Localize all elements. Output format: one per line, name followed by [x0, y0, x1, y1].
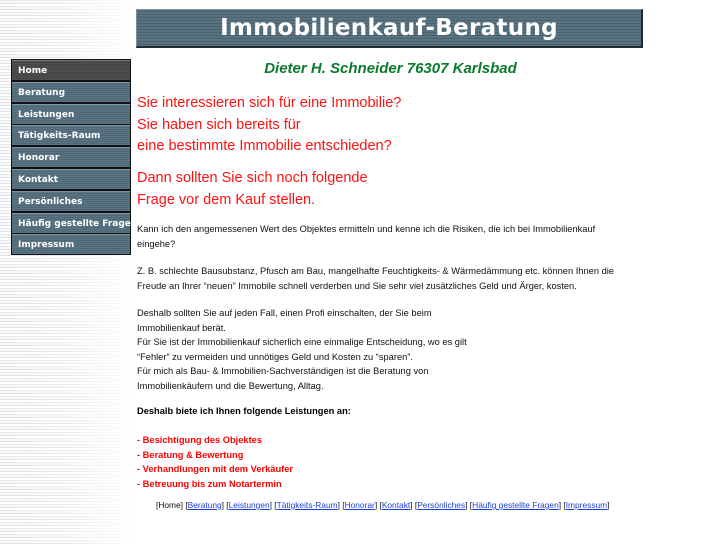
header-banner: [136, 9, 643, 48]
offer-item: - Besichtigung des Objektes: [137, 435, 263, 445]
paragraph-expert: [137, 306, 657, 393]
text-line: Freude an Ihrer “neuen” Immobile schnell verderben und Sie sehr viel zusätzliches Geld und Ärger, kosten.: [137, 280, 577, 291]
page-title: Immobilienkauf-Beratung: [220, 15, 558, 41]
intro-question: [137, 93, 401, 158]
offer-item: - Verhandlungen mit dem Verkäufer: [137, 464, 294, 474]
subtitle: Dieter H. Schneider 76307 Karlsbad: [264, 60, 517, 77]
sidebar-item-impressum[interactable]: Impressum: [12, 234, 130, 254]
intro-call: [137, 168, 368, 211]
text-line: Immobilienkauf berät.: [137, 322, 226, 333]
offer-item: - Beratung & Bewertung: [137, 449, 244, 460]
text-line: Für mich als Bau- & Immobilien-Sachverständigen ist die Beratung von: [137, 366, 429, 376]
intro-line: Sie haben sich bereits für: [137, 116, 301, 133]
text-line: Deshalb sollten Sie auf jeden Fall, einen Profi einschalten, der Sie beim: [137, 308, 432, 318]
sidebar-item-leistungen[interactable]: Leistungen: [12, 104, 130, 124]
offer-item: - Betreuung bis zum Notartermin: [137, 478, 282, 489]
footer-link-taetigkeits-raum[interactable]: Tätigkeits-Raum: [276, 500, 338, 510]
text-line: “Fehler” zu vermeiden und unnötiges Geld und Kosten zu “sparen”.: [137, 351, 413, 362]
intro-line: Sie interessieren sich für eine Immobilie?: [137, 95, 402, 111]
offer-list: [137, 433, 293, 491]
footer-link-kontakt[interactable]: Kontakt: [381, 500, 411, 510]
footer-link-impressum[interactable]: Impressum: [565, 500, 608, 510]
intro-line: Dann sollten Sie sich noch folgende: [137, 170, 368, 186]
sidebar-nav: [11, 59, 138, 255]
paragraph-risks: [137, 264, 657, 293]
text-line: Kann ich den angemessenen Wert des Objektes ermitteln und kenne ich die Risiken, die ich bei Immobilienkauf: [137, 224, 596, 234]
paragraph-question: [137, 222, 657, 251]
text-line: Immobilienkäufern und die Bewertung, Alltag.: [137, 380, 324, 391]
footer-link-leistungen[interactable]: Leistungen: [228, 500, 270, 510]
sidebar-item-honorar[interactable]: Honorar: [12, 147, 130, 167]
footer-link-faq[interactable]: Häufig gestellte Fragen: [472, 500, 559, 510]
text-line: Für Sie ist der Immobilienkauf sicherlich eine einmalige Entscheidung, wo es gilt: [137, 337, 467, 347]
sidebar-item-faq[interactable]: Häufig gestellte Fragen: [12, 213, 130, 233]
sidebar-item-kontakt[interactable]: Kontakt: [12, 169, 130, 189]
sidebar-item-persoenliches[interactable]: Persönliches: [12, 191, 130, 211]
sidebar-item-beratung[interactable]: Beratung: [12, 82, 130, 102]
intro-line: Frage vor dem Kauf stellen.: [137, 191, 316, 208]
footer-link-honorar[interactable]: Honorar: [344, 500, 375, 510]
footer-nav: [Home] [Beratung] [Leistungen] [Tätigkeits-Raum] [Honorar] [Kontakt] [Persönliches] [Häufig gestellte Fragen] [Impressum]: [156, 500, 610, 510]
text-line: eingehe?: [137, 238, 176, 249]
sidebar-item-home[interactable]: Home: [12, 60, 130, 80]
footer-link-beratung[interactable]: Beratung: [187, 500, 222, 510]
offer-heading: Deshalb biete ich Ihnen folgende Leistungen an:: [137, 406, 351, 416]
text-line: Z. B. schlechte Bausubstanz, Pfusch am Bau, mangelhafte Feuchtigkeits- & Wärmedämmung etc. können Ihnen die: [137, 266, 614, 276]
intro-line: eine bestimmte Immobilie entschieden?: [137, 138, 392, 154]
footer-link-persoenliches[interactable]: Persönliches: [417, 500, 466, 510]
sidebar-item-taetigkeits-raum[interactable]: Tätigkeits-Raum: [12, 125, 130, 145]
footer-current-home: Home: [158, 500, 181, 510]
